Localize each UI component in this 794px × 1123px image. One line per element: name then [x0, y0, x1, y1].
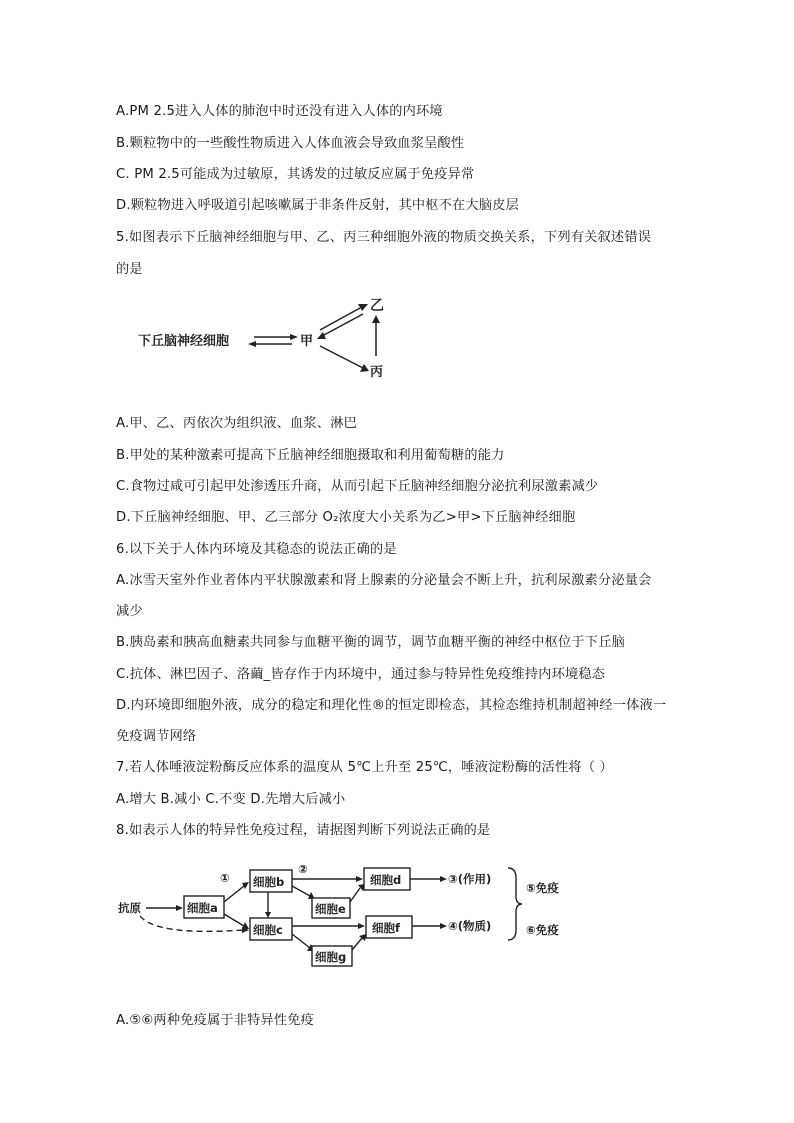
- option-6a: A.冰雪天室外作业者体内平状腺激素和肾上腺素的分泌量会不断上升，抗利尿激素分泌量会: [116, 573, 652, 588]
- cell-d-label: 细胞d: [370, 873, 402, 887]
- question-7-stem: 7.若人体唾液淀粉酶反应体系的温度从 5℃上升至 25℃，唾液淀粉酶的活性将（ ）: [116, 760, 613, 775]
- bing-label: 丙: [370, 365, 384, 380]
- question-5-stem: 5.如图表示下丘脑神经细胞与甲、乙、丙三种细胞外液的物质交换关系，下列有关叙述错误: [116, 230, 652, 245]
- immunity-6-label: ⑥免疫: [526, 923, 559, 937]
- option-5d: D.下丘脑神经细胞、甲、乙三部分 O₂浓度大小关系为乙>甲>下丘脑神经细胞: [116, 510, 576, 525]
- option-4c: C. PM 2.5可能成为过敏原，其诱发的过敏反应属于免疫异常: [116, 167, 475, 182]
- step-2-label: ②: [298, 862, 308, 876]
- immunity-diagram: [116, 858, 586, 970]
- question-8-stem: 8.如表示人体的特异性免疫过程，请据图判断下列说法正确的是: [116, 823, 491, 838]
- question-7-options: A.增大 B.减小 C.不变 D.先增大后减小: [116, 792, 346, 807]
- option-8a: A.⑤⑥两种免疫属于非特异性免疫: [116, 1013, 315, 1028]
- question-5-stem-cont: 的是: [116, 262, 143, 277]
- option-6d-cont: 免疫调节网络: [116, 729, 197, 744]
- effect-3-label: ③(作用): [448, 872, 492, 886]
- yi-label: 乙: [370, 298, 384, 314]
- option-6b: B.胰岛素和胰高血糖素共同参与血糖平衡的调节，调节血糖平衡的神经中枢位于下丘脑: [116, 635, 625, 650]
- cell-c-label: 细胞c: [253, 923, 283, 937]
- exchange-diagram: [130, 288, 400, 388]
- cell-a-label: 细胞a: [187, 901, 218, 915]
- cell-g-label: 细胞g: [315, 950, 347, 964]
- option-6a-cont: 减少: [116, 604, 143, 619]
- substance-4-label: ④(物质): [448, 919, 492, 933]
- option-4b: B.颗粒物中的一些酸性物质进入人体血液会导致血浆呈酸性: [116, 136, 465, 151]
- cell-b-label: 细胞b: [253, 875, 285, 889]
- cell-e-label: 细胞e: [315, 902, 346, 916]
- option-5c: C.食物过咸可引起甲处渗透压升商，从而引起下丘脑神经细胞分泌抗利尿激素减少: [116, 479, 599, 494]
- option-6c: C.抗体、淋巴因子、洛繭_皆存作于内环境中，通过参与特异性免疫维持内环境稳态: [116, 667, 606, 682]
- option-5a: A.甲、乙、丙依次为组织液、血浆、淋巴: [116, 416, 357, 431]
- option-4d: D.颗粒物进入呼吸道引起咳嗽属于非条件反射，其中枢不在大脑皮层: [116, 198, 519, 213]
- step-1-label: ①: [220, 871, 230, 885]
- question-6-stem: 6.以下关于人体内环境及其稳态的说法正确的是: [116, 542, 397, 557]
- cell-f-label: 细胞f: [372, 921, 401, 935]
- option-4a: A.PM 2.5进入人体的肺泡中时还没有进入人体的内环境: [116, 104, 443, 119]
- option-5b: B.甲处的某种激素可提高下丘脑神经细胞摄取和利用葡萄糖的能力: [116, 448, 505, 463]
- immunity-5-label: ⑤免疫: [526, 881, 559, 895]
- option-6d: D.内环境即细胞外液，成分的稳定和理化性®的恒定即检态，其检态维持机制超神经一体液一: [116, 698, 667, 713]
- antigen-label: 抗原: [118, 901, 141, 915]
- hypothalamus-cell-label: 下丘脑神经细胞: [138, 334, 230, 349]
- jia-label: 甲: [300, 334, 314, 349]
